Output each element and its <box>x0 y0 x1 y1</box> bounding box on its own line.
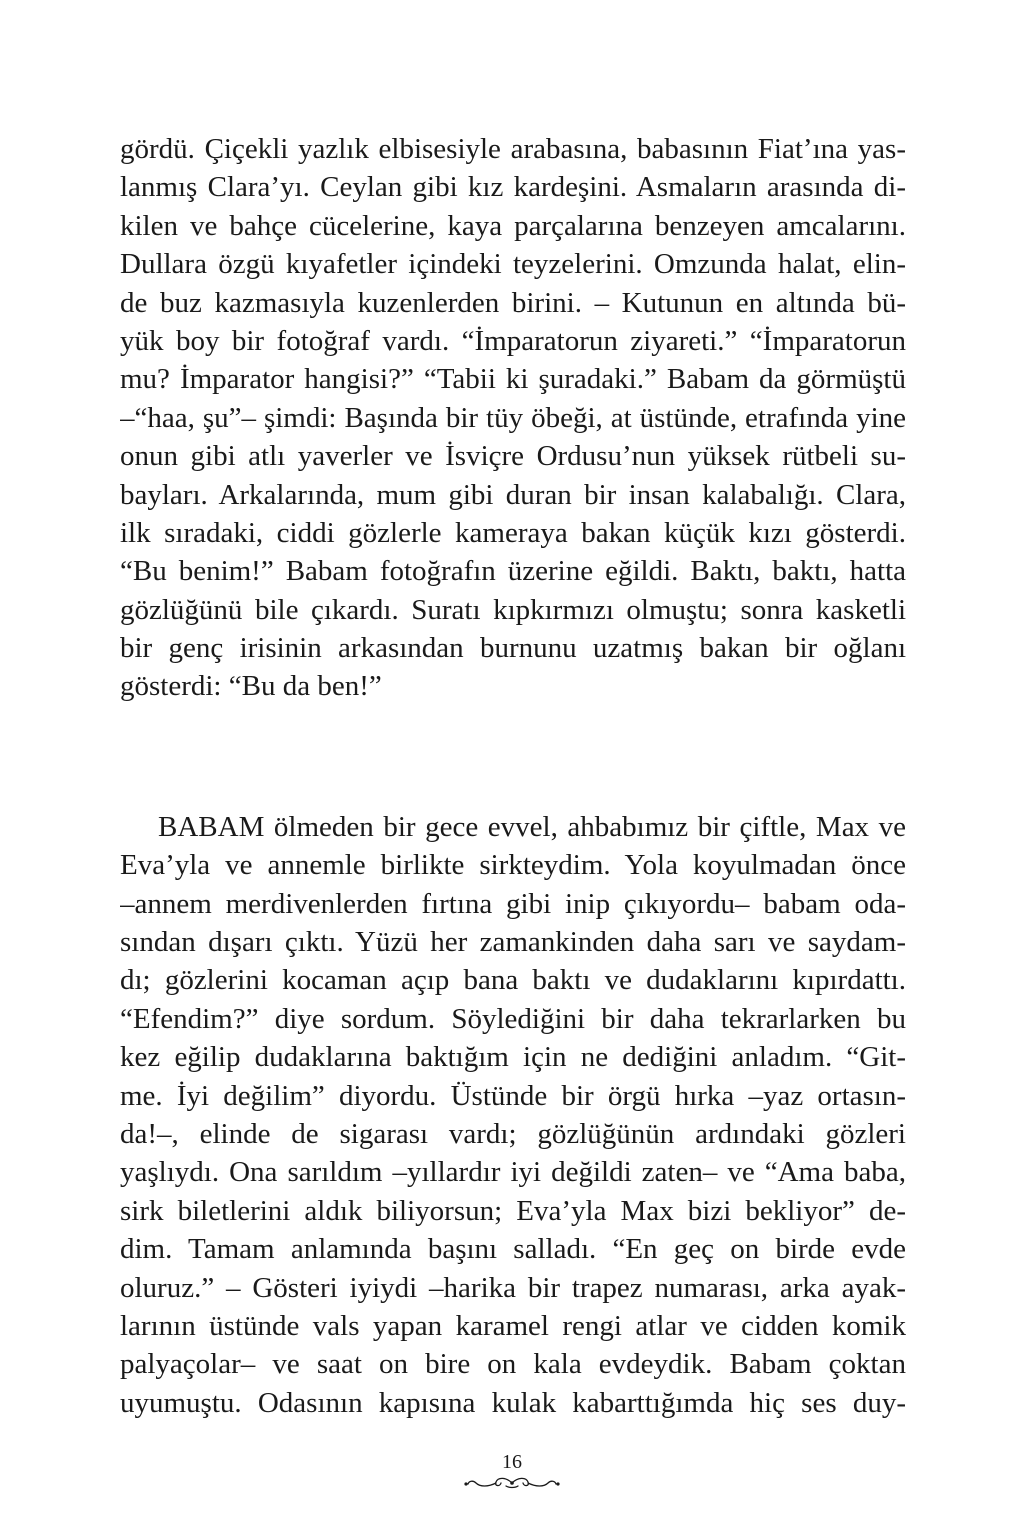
section-break <box>120 706 906 808</box>
text-line: yaşlıydı. Ona sarıldım –yıllardır iyi değildi zaten– ve “Ama baba, <box>120 1156 906 1189</box>
text-line: mu? İmparator hangisi?” “Tabii ki şuradaki.” Babam da görmüştü <box>120 363 906 396</box>
text-line: BABAM ölmeden bir gece evvel, ahbabımız bir çiftle, Max ve <box>158 810 906 843</box>
text-line: me. İyi değilim” diyordu. Üstünde bir örgü hırka –yaz ortasın- <box>120 1079 906 1112</box>
text-line: Eva’yla ve annemle birlikte sirkteydim. Yola koyulmadan önce <box>120 849 906 882</box>
text-line: onun gibi atlı yaverler ve İsviçre Ordusu’nun yüksek rütbeli su- <box>120 440 906 473</box>
text-line: sından dışarı çıktı. Yüzü her zamankinden daha sarı ve saydam- <box>120 926 906 959</box>
text-line: gördü. Çiçekli yazlık elbisesiyle arabasına, babasının Fiat’ına yas- <box>120 133 906 165</box>
text-line: Dullara özgü kıyafetler içindeki teyzelerini. Omzunda halat, elin- <box>120 248 906 281</box>
text-line: lanmış Clara’yı. Ceylan gibi kız kardeşini. Asmaların arasında di- <box>120 171 906 204</box>
scroll-flourish-icon <box>462 1475 562 1491</box>
text-line: da!–, elinde de sigarası vardı; gözlüğünün ardındaki gözleri <box>120 1117 906 1150</box>
text-line: dı; gözlerini kocaman açıp bana baktı ve dudaklarını kıpırdattı. <box>120 964 906 997</box>
text-line: dim. Tamam anlamında başını salladı. “En geç on birde evde <box>120 1233 906 1266</box>
text-line: gösterdi: “Bu da ben!” <box>120 670 382 703</box>
text-line: “Efendim?” diye sordum. Söylediğini bir daha tekrarlarken bu <box>120 1002 906 1035</box>
text-line: –“haa, şu”– şimdi: Başında bir tüy öbeği, at üstünde, etrafında yine <box>120 401 906 434</box>
text-line: gözlüğünü bile çıkardı. Suratı kıpkırmızı olmuştu; sonra kasketli <box>120 593 906 626</box>
text-line: oluruz.” – Gösteri iyiydi –harika bir trapez numarası, arka ayak- <box>120 1271 906 1304</box>
text-line: bir genç irisinin arkasından burnunu uzatmış bakan bir oğlanı <box>120 632 906 665</box>
text-line: palyaçolar– ve saat on bire on kala evdeydik. Babam çoktan <box>120 1348 906 1381</box>
page-footer <box>0 1451 1024 1501</box>
text-line: yük boy bir fotoğraf vardı. “İmparatorun ziyareti.” “İmparatorun <box>120 324 906 357</box>
book-page <box>120 130 906 1422</box>
text-line: sirk biletlerini aldık biliyorsun; Eva’yla Max bizi bekliyor” de- <box>120 1194 906 1227</box>
text-line: kez eğilip dudaklarına baktığım için ne dediğini anladım. “Git- <box>120 1041 906 1074</box>
text-line: de buz kazmasıyla kuzenlerden birini. – Kutunun en altında bü- <box>120 286 906 319</box>
paragraph-2 <box>120 808 906 1422</box>
text-line: ilk sıradaki, ciddi gözlerle kameraya bakan küçük kızı gösterdi. <box>120 516 906 549</box>
text-line: uyumuştu. Odasının kapısına kulak kabarttığımda hiç ses duy- <box>120 1386 906 1419</box>
text-line: larının üstünde vals yapan karamel rengi atlar ve cidden komik <box>120 1309 906 1342</box>
page-number: 16 <box>502 1451 522 1473</box>
text-line: “Bu benim!” Babam fotoğrafın üzerine eğildi. Baktı, baktı, hatta <box>120 555 906 588</box>
text-line: bayları. Arkalarında, mum gibi duran bir insan kalabalığı. Clara, <box>120 478 906 511</box>
text-line: –annem merdivenlerden fırtına gibi inip çıkıyordu– babam oda- <box>120 887 906 920</box>
text-line: kilen ve bahçe cücelerine, kaya parçalarına benzeyen amcalarını. <box>120 209 906 242</box>
paragraph-1 <box>120 130 906 706</box>
